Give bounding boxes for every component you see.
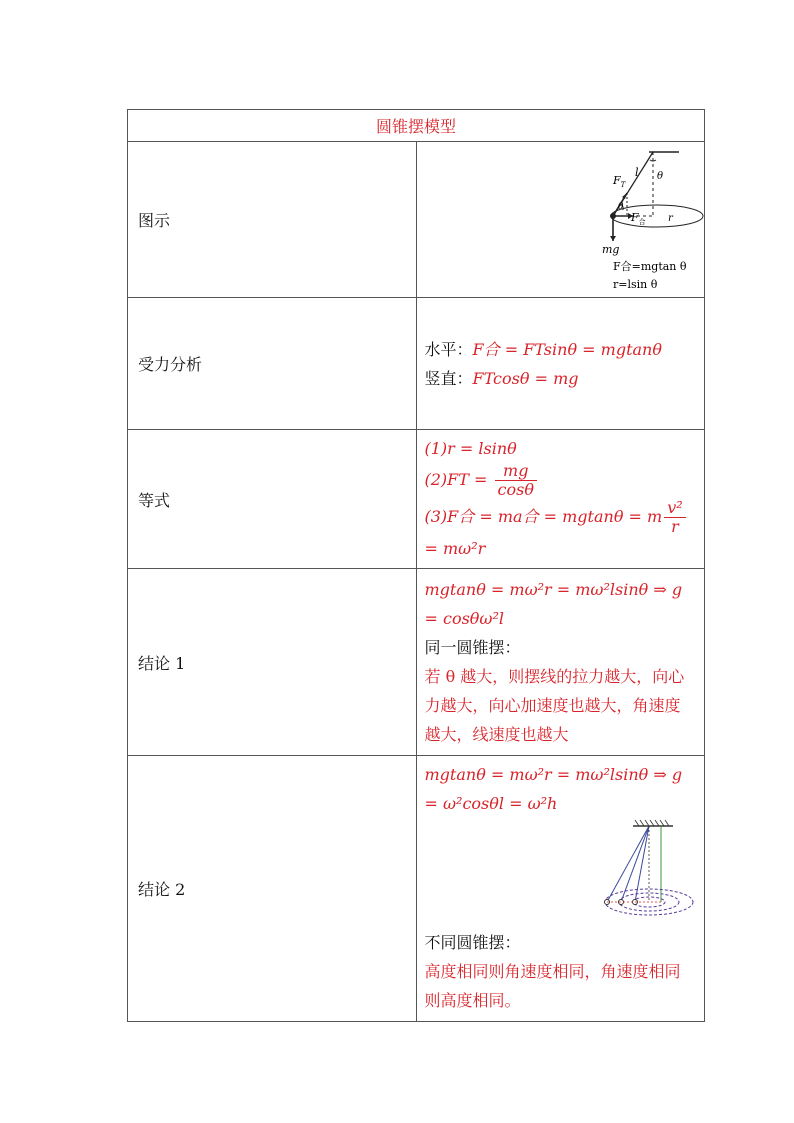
row-label-equations: 等式 bbox=[128, 430, 417, 569]
label-theta-bob: θ bbox=[617, 201, 623, 212]
force-vertical: 竖直：FTcosθ = mg bbox=[424, 368, 579, 388]
multi-pendulum-diagram bbox=[425, 818, 794, 928]
ceiling-hatches bbox=[635, 820, 669, 826]
caption-eq1: F合=mgtan θ bbox=[612, 259, 687, 273]
cone-pendulum-table bbox=[127, 109, 705, 1022]
diagram-cell bbox=[416, 142, 705, 298]
label-fhe: $F_合$ bbox=[630, 210, 646, 226]
caption-eq2: r=lsin θ bbox=[612, 277, 657, 291]
row-label-diagram: 图示 bbox=[128, 142, 417, 298]
force-horizontal: 水平：F合 = FTsinθ = mgtanθ bbox=[424, 339, 662, 359]
string-3 bbox=[635, 826, 649, 902]
conclusion1-subtitle: 同一圆锥摆： bbox=[424, 638, 521, 657]
label-mg: mg bbox=[601, 242, 619, 256]
equation-1: (1)r = lsinθ bbox=[424, 439, 517, 458]
equations-cell bbox=[416, 430, 705, 569]
conclusion2-formula: mgtanθ = mω²r = mω²lsinθ ⇒ g = ω²cosθl = ω²h bbox=[424, 765, 683, 813]
row-label-force: 受力分析 bbox=[128, 298, 417, 430]
conclusion1-text: 若 θ 越大，则摆线的拉力越大，向心力越大，向心加速度也越大，角速度越大，线速度也越大 bbox=[424, 667, 685, 744]
label-l: l bbox=[634, 165, 639, 179]
cone-pendulum-diagram bbox=[417, 143, 794, 297]
conclusion2-subtitle: 不同圆锥摆： bbox=[424, 933, 521, 952]
conclusion1-formula: mgtanθ = mω²r = mω²lsinθ ⇒ g = cosθω²l bbox=[424, 580, 683, 628]
force-cell bbox=[416, 298, 705, 430]
row-label-conclusion1: 结论 1 bbox=[128, 569, 417, 756]
gravity-arrowhead bbox=[610, 236, 616, 241]
label-r: r bbox=[667, 212, 673, 224]
conclusion1-cell bbox=[416, 569, 705, 756]
table-title: 圆锥摆模型 bbox=[128, 110, 705, 142]
conclusion2-cell bbox=[416, 756, 705, 1022]
row-label-conclusion2: 结论 2 bbox=[128, 756, 417, 1022]
equation-2: (2)FT = $\frac{mg}{\cos\theta}$ bbox=[425, 462, 697, 499]
label-theta-top: θ bbox=[656, 170, 663, 182]
conclusion2-text: 高度相同则角速度相同，角速度相同则高度相同。 bbox=[424, 962, 681, 1010]
label-ft: $F_T$ bbox=[612, 173, 625, 189]
equation-3: (3)F合 = ma合 = mgtanθ = m $\frac{\text{v²}}{r}$ = mω²r bbox=[425, 499, 697, 562]
string-1 bbox=[607, 826, 649, 902]
